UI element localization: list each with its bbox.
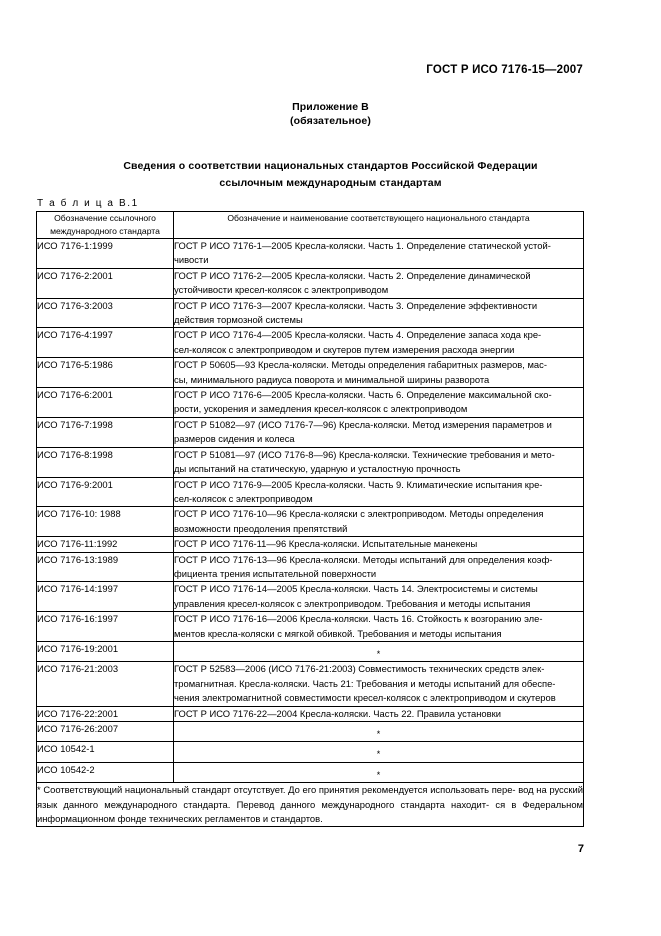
cell-reference: ИСО 7176-21:2003 xyxy=(37,662,174,706)
annex-subtitle: (обязательное) xyxy=(290,115,371,127)
cell-text-line3: чения электромагнитной совместимости кресел-колясок с электроприводом и скутеров xyxy=(174,692,556,704)
column-header-reference-standard-line1: Обозначение ссылочного xyxy=(54,213,156,223)
annex-heading xyxy=(0,100,661,128)
annex-title: Приложение В xyxy=(292,101,369,113)
cell-text-line2: чивости xyxy=(174,254,209,266)
table-row xyxy=(37,388,584,418)
cell-text-line1: ГОСТ Р 51082—97 (ИСО 7176-7—96) Кресла-коляски. Метод измерения параметров и xyxy=(174,418,552,430)
cell-reference: ИСО 7176-11:1992 xyxy=(37,537,174,552)
cell-text-line2: действия тормозной системы xyxy=(174,314,303,326)
cell-reference: ИСО 7176-4:1997 xyxy=(37,328,174,358)
footnote-line2: вод на русский язык данного международного стандарта. Перевод данного международного стандарта находит- xyxy=(37,784,583,810)
cell-reference: ИСО 10542-2 xyxy=(37,762,174,782)
table-footnote xyxy=(37,783,584,827)
table-row xyxy=(37,358,584,388)
cell-national-standard xyxy=(174,612,584,642)
cell-text-line1: ГОСТ Р ИСО 7176-13—96 Кресла-коляски. Методы испытаний для определения коэф- xyxy=(174,553,553,565)
cell-text-line2: размеров сидения и колеса xyxy=(174,433,295,445)
cell-reference: ИСО 7176-1:1999 xyxy=(37,239,174,269)
cell-text-line1: ГОСТ Р ИСО 7176-4—2005 Кресла-коляски. Часть 4. Определение запаса хода кре- xyxy=(174,329,542,341)
cell-reference: ИСО 10542-1 xyxy=(37,742,174,762)
cell-national-standard xyxy=(174,298,584,328)
cell-text-line2: управления кресел-колясок с электроприводом. Требования и методы испытания xyxy=(174,597,531,609)
cell-text-line1: ГОСТ Р ИСО 7176-10—96 Кресла-коляски с электроприводом. Методы определения xyxy=(174,508,544,520)
table-row xyxy=(37,268,584,298)
cell-national-standard xyxy=(174,706,584,721)
cell-national-standard xyxy=(174,507,584,537)
cell-text-line2: возможности преодоления препятствий xyxy=(174,522,348,534)
cell-reference: ИСО 7176-7:1998 xyxy=(37,417,174,447)
cell-text-line1: ГОСТ Р ИСО 7176-3—2007 Кресла-коляски. Часть 3. Определение эффективности xyxy=(174,299,538,311)
table-row xyxy=(37,239,584,269)
cell-reference: ИСО 7176-26:2007 xyxy=(37,722,174,742)
cell-text-line1: ГОСТ Р ИСО 7176-14—2005 Кресла-коляски. Часть 14. Электросистемы и системы xyxy=(174,583,538,595)
table-row xyxy=(37,641,584,661)
running-head: ГОСТ Р ИСО 7176-15—2007 xyxy=(426,64,583,76)
page-number: 7 xyxy=(577,843,584,855)
table-row xyxy=(37,417,584,447)
section-title xyxy=(0,158,661,192)
cell-text-line1: ГОСТ Р 50605—93 Кресла-коляски. Методы определения габаритных размеров, мас- xyxy=(174,359,547,371)
cell-text-line2: ментов кресла-коляски с мягкой обивкой. Требования и методы испытания xyxy=(174,627,502,639)
cell-text-line1: ГОСТ Р 52583—2006 (ИСО 7176-21:2003) Совместимость технических средств элек- xyxy=(174,663,545,675)
table-row xyxy=(37,706,584,721)
table-row xyxy=(37,537,584,552)
column-header-reference-standard xyxy=(37,212,174,239)
table-row xyxy=(37,447,584,477)
reference-standards-table xyxy=(36,211,584,827)
table-row xyxy=(37,507,584,537)
cell-reference: ИСО 7176-9:2001 xyxy=(37,477,174,507)
cell-text-line1: ГОСТ Р 51081—97 (ИСО 7176-8—96) Кресла-коляски. Технические требования и мето- xyxy=(174,448,555,460)
cell-text-line2: сы, минимального радиуса поворота и минимальной ширины разворота xyxy=(174,373,490,385)
cell-national-standard xyxy=(174,417,584,447)
table-row xyxy=(37,328,584,358)
cell-national-standard xyxy=(174,477,584,507)
table-row xyxy=(37,612,584,642)
cell-text-line1: ГОСТ Р ИСО 7176-2—2005 Кресла-коляски. Часть 2. Определение динамической xyxy=(174,269,531,281)
cell-text-line2: сел-колясок с электроприводом и скутеров путем измерения расхода энергии xyxy=(174,343,515,355)
cell-text-line2: фициента трения испытательной поверхности xyxy=(174,567,377,579)
table-header-row xyxy=(37,212,584,239)
table-body xyxy=(37,239,584,827)
section-title-line1: Сведения о соответствии национальных стандартов Российской Федерации xyxy=(123,160,538,172)
cell-national-standard xyxy=(174,537,584,552)
cell-text-line2: рости, ускорения и замедления кресел-колясок с электроприводом xyxy=(174,403,468,415)
cell-text-line1: ГОСТ Р ИСО 7176-16—2006 Кресла-коляски. Часть 16. Стойкость к возгоранию эле- xyxy=(174,613,543,625)
cell-national-standard xyxy=(174,388,584,418)
table-footnote-row xyxy=(37,783,584,827)
cell-national-standard xyxy=(174,268,584,298)
column-header-national-standard: Обозначение и наименование соответствующего национального стандарта xyxy=(174,212,584,239)
footnote-line1: * Соответствующий национальный стандарт отсутствует. До его принятия рекомендуется использовать пере- xyxy=(37,784,516,796)
cell-reference: ИСО 7176-3:2003 xyxy=(37,298,174,328)
cell-national-standard xyxy=(174,582,584,612)
cell-reference: ИСО 7176-10: 1988 xyxy=(37,507,174,537)
cell-text-line2: тромагнитная. Кресла-коляски. Часть 21: Требования и методы испытаний для обеспе- xyxy=(174,677,556,689)
cell-national-standard-footnote-marker: * xyxy=(174,722,584,742)
cell-reference: ИСО 7176-13:1989 xyxy=(37,552,174,582)
column-header-reference-standard-line2: международного стандарта xyxy=(50,226,160,236)
cell-text-line1: ГОСТ Р ИСО 7176-9—2005 Кресла-коляски. Часть 9. Климатические испытания кре- xyxy=(174,478,543,490)
table-row xyxy=(37,742,584,762)
cell-text-line2: ды испытаний на статическую, ударную и усталостную прочность xyxy=(174,463,461,475)
cell-national-standard xyxy=(174,662,584,706)
cell-text-line2: устойчивости кресел-колясок с электроприводом xyxy=(174,284,389,296)
table-row xyxy=(37,662,584,706)
cell-reference: ИСО 7176-19:2001 xyxy=(37,641,174,661)
cell-text-line1: ГОСТ Р ИСО 7176-22—2004 Кресла-коляски. Часть 22. Правила установки xyxy=(174,707,501,719)
cell-reference: ИСО 7176-5:1986 xyxy=(37,358,174,388)
section-title-line2: ссылочным международным стандартам xyxy=(219,177,442,189)
cell-national-standard xyxy=(174,552,584,582)
cell-national-standard xyxy=(174,239,584,269)
table-row xyxy=(37,722,584,742)
cell-national-standard-footnote-marker: * xyxy=(174,742,584,762)
table-caption: Т а б л и ц а В.1 xyxy=(37,198,139,209)
cell-reference: ИСО 7176-8:1998 xyxy=(37,447,174,477)
table-row xyxy=(37,552,584,582)
cell-reference: ИСО 7176-2:2001 xyxy=(37,268,174,298)
cell-reference: ИСО 7176-16:1997 xyxy=(37,612,174,642)
table-row xyxy=(37,298,584,328)
footnote-line3: ся в Федеральном информационном фонде технических регламентов и стандартов. xyxy=(37,798,583,825)
cell-national-standard-footnote-marker: * xyxy=(174,762,584,782)
cell-national-standard xyxy=(174,447,584,477)
table-row xyxy=(37,762,584,782)
cell-text-line2: сел-колясок с электроприводом xyxy=(174,492,313,504)
cell-national-standard xyxy=(174,358,584,388)
cell-national-standard-footnote-marker: * xyxy=(174,641,584,661)
cell-text-line1: ГОСТ Р ИСО 7176-11—96 Кресла-коляски. Испытательные манекены xyxy=(174,538,478,550)
cell-reference: ИСО 7176-6:2001 xyxy=(37,388,174,418)
cell-text-line1: ГОСТ Р ИСО 7176-6—2005 Кресла-коляски. Часть 6. Определение максимальной ско- xyxy=(174,389,552,401)
table-row xyxy=(37,582,584,612)
table-row xyxy=(37,477,584,507)
cell-reference: ИСО 7176-22:2001 xyxy=(37,706,174,721)
cell-national-standard xyxy=(174,328,584,358)
cell-reference: ИСО 7176-14:1997 xyxy=(37,582,174,612)
cell-text-line1: ГОСТ Р ИСО 7176-1—2005 Кресла-коляски. Часть 1. Определение статической устой- xyxy=(174,240,551,251)
